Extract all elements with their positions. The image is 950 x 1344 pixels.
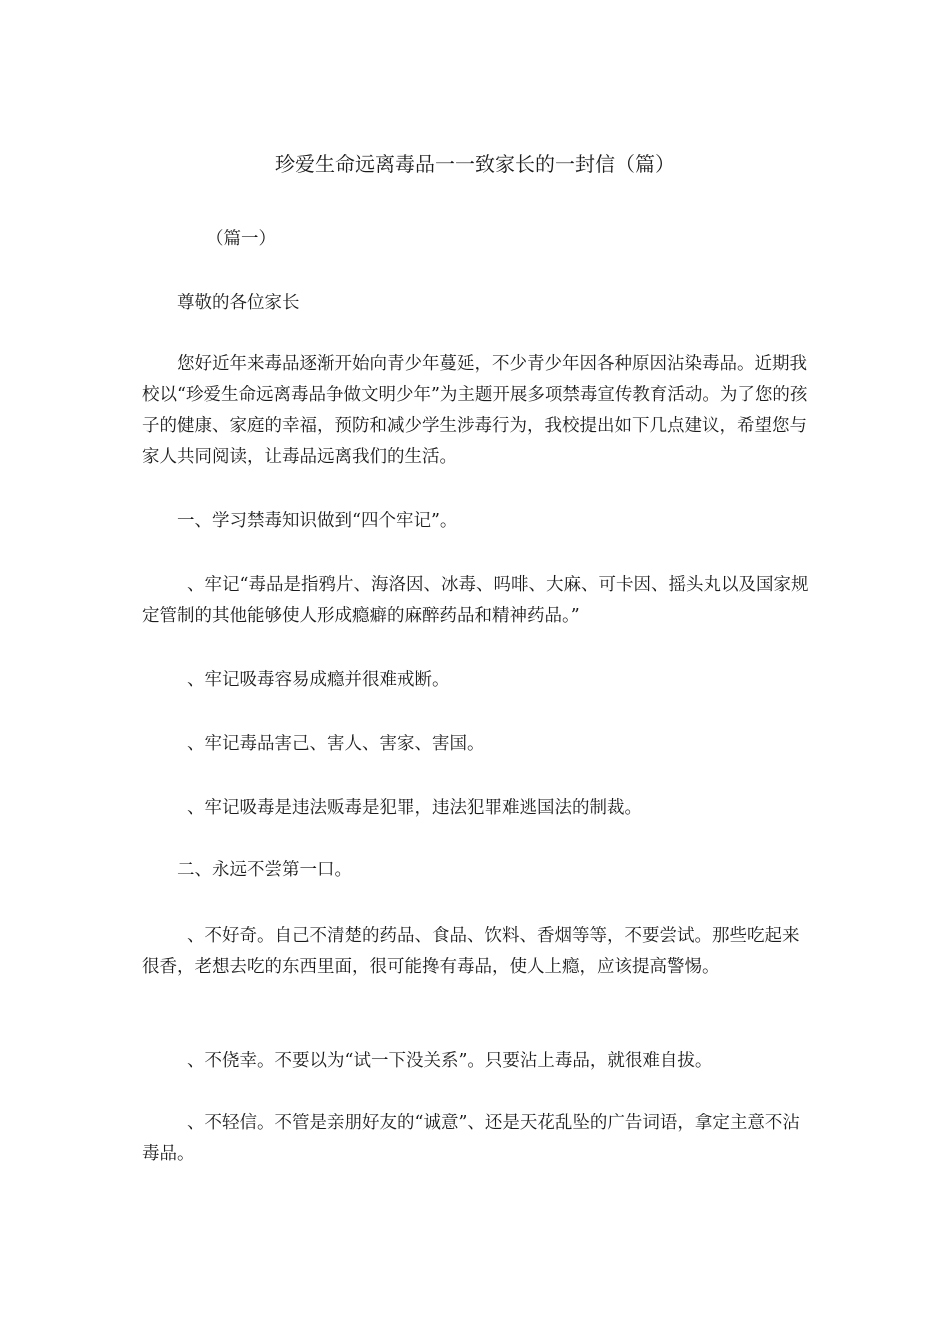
section-1-item: 、牢记毒品害己、害人、害家、害国。 <box>187 734 485 754</box>
intro-paragraph: 您好近年来毒品逐渐开始向青少年蔓延，不少青少年因各种原因沾染毒品。近期我校以“珍爱生命远离毒品争做文明少年”为主题开展多项禁毒宣传教育活动。为了您的孩子的健康、家庭的幸福，预防和减少学生涉毒行为，我校提出如下几点建议，希望您与家人共同阅读，让毒品远离我们的生活。 <box>142 354 808 467</box>
section-1-heading: 一、学习禁毒知识做到“四个牢记”。 <box>177 511 458 531</box>
greeting: 尊敬的各位家长 <box>177 293 300 313</box>
section-2-heading: 二、永远不尝第一口。 <box>177 860 352 880</box>
section-2-item: 、不好奇。自己不清楚的药品、食品、饮料、香烟等等，不要尝试。那些吃起来很香，老想去吃的东西里面，很可能搀有毒品，使人上瘾，应该提高警惕。 <box>142 926 800 977</box>
subtitle: （篇一） <box>206 229 276 249</box>
section-2-item: 、不侥幸。不要以为“试一下没关系”。只要沾上毒品，就很难自拔。 <box>187 1051 713 1071</box>
document-title: 珍爱生命远离毒品一一致家长的一封信（篇） <box>275 152 675 176</box>
section-2-item: 、不轻信。不管是亲朋好友的“诚意”、还是天花乱坠的广告词语，拿定主意不沾毒品。 <box>142 1113 800 1164</box>
section-1-item: 、牢记“毒品是指鸦片、海洛因、冰毒、吗啡、大麻、可卡因、摇头丸以及国家规定管制的其他能够使人形成瘾癖的麻醉药品和精神药品。” <box>142 575 809 626</box>
section-1-item: 、牢记吸毒是违法贩毒是犯罪，违法犯罪难逃国法的制裁。 <box>187 798 642 818</box>
section-1-item: 、牢记吸毒容易成瘾并很难戒断。 <box>187 670 450 690</box>
